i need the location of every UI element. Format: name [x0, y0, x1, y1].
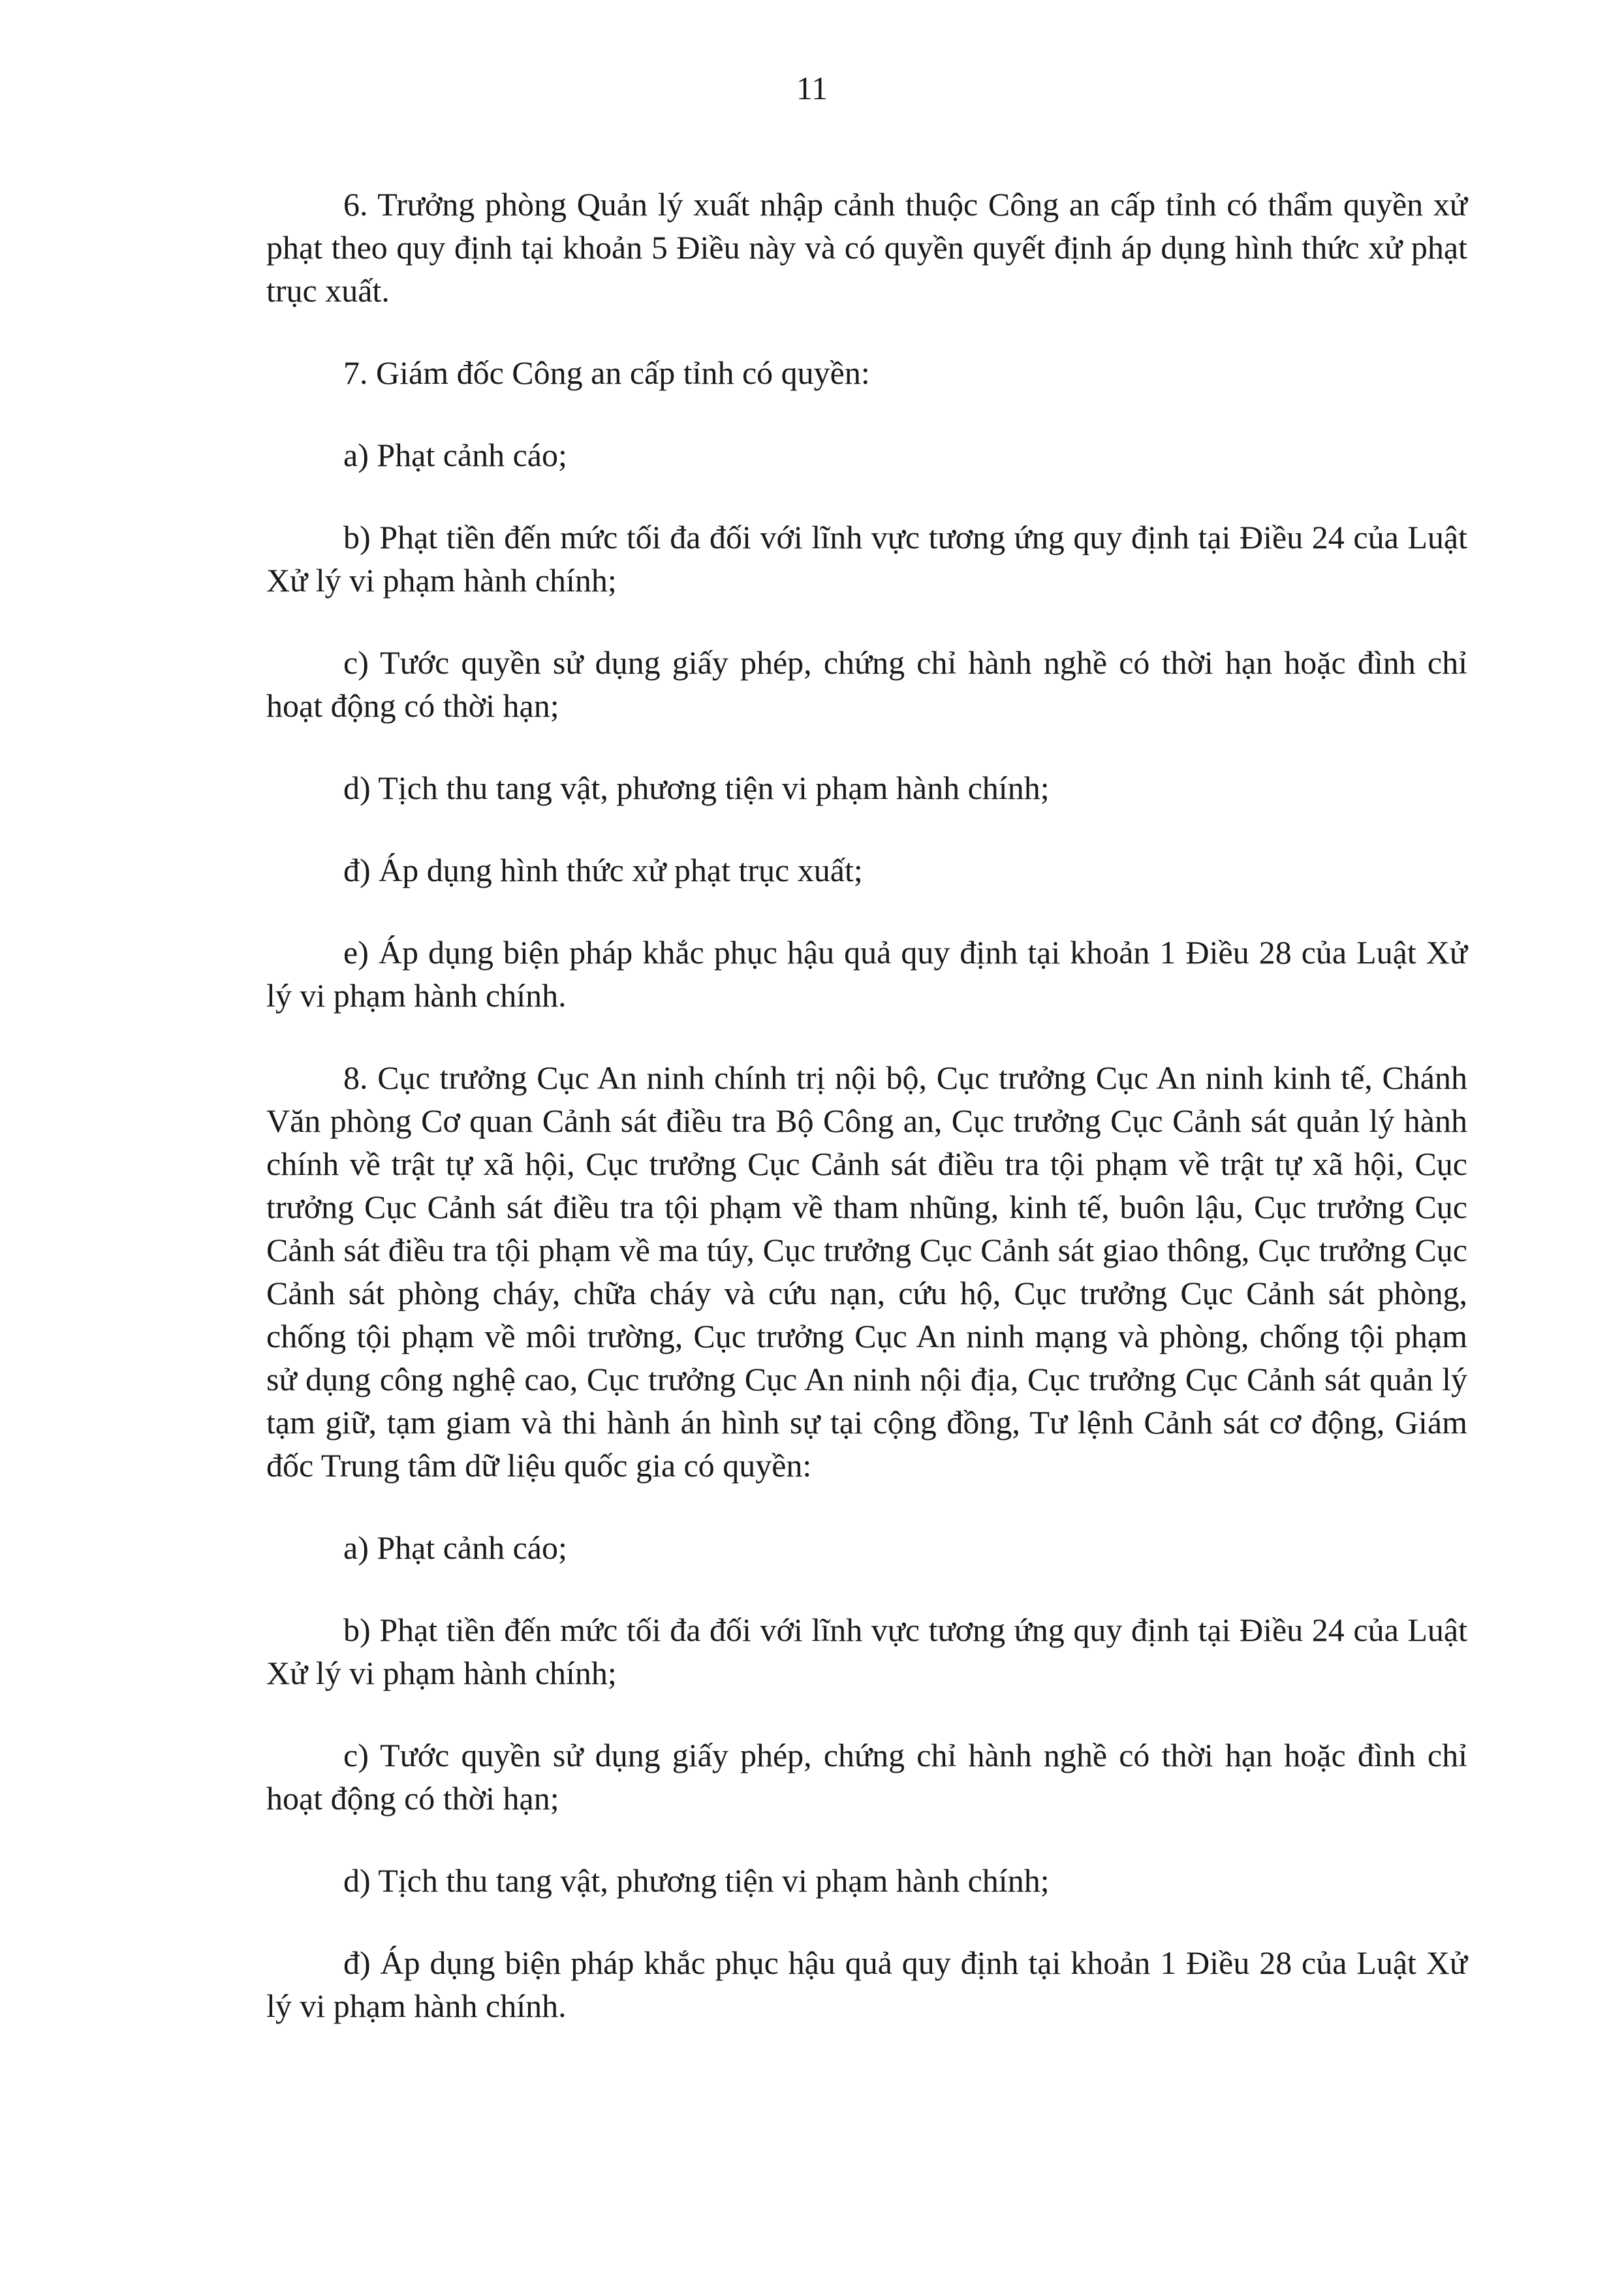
clause-7c-paragraph: c) Tước quyền sử dụng giấy phép, chứng chỉ hành nghề có thời hạn hoặc đình chỉ hoạt động có thời hạn;: [266, 644, 1467, 724]
clause-6-paragraph: 6. Trưởng phòng Quản lý xuất nhập cảnh thuộc Công an cấp tỉnh có thẩm quyền xử phạt theo quy định tại khoản 5 Điều này và có quyền quyết định áp dụng hình thức xử phạt trục xuất.: [266, 186, 1467, 309]
clause-7d-paragraph: d) Tịch thu tang vật, phương tiện vi phạm hành chính;: [343, 770, 1050, 806]
page-number: 11: [796, 70, 828, 106]
clause-8c-paragraph: c) Tước quyền sử dụng giấy phép, chứng chỉ hành nghề có thời hạn hoặc đình chỉ hoạt động có thời hạn;: [266, 1737, 1467, 1817]
clause-8b-paragraph: b) Phạt tiền đến mức tối đa đối với lĩnh vực tương ứng quy định tại Điều 24 của Luật Xử lý vi phạm hành chính;: [266, 1612, 1467, 1691]
clause-8a-paragraph: a) Phạt cảnh cáo;: [343, 1529, 567, 1566]
clause-8dd-paragraph: đ) Áp dụng biện pháp khắc phục hậu quả quy định tại khoản 1 Điều 28 của Luật Xử lý vi phạm hành chính.: [266, 1944, 1467, 2024]
clause-7b-paragraph: b) Phạt tiền đến mức tối đa đối với lĩnh vực tương ứng quy định tại Điều 24 của Luật Xử lý vi phạm hành chính;: [266, 519, 1467, 599]
clause-7dd-paragraph: đ) Áp dụng hình thức xử phạt trục xuất;: [343, 852, 863, 888]
clause-8-paragraph: 8. Cục trưởng Cục An ninh chính trị nội bộ, Cục trưởng Cục An ninh kinh tế, Chánh Văn phòng Cơ quan Cảnh sát điều tra Bộ Công an, Cục trưởng Cục Cảnh sát quản lý hành chính về trật tự xã hội, Cục trưởng Cục Cảnh sát điều tra tội phạm về trật tự xã hội, Cục trưởng Cục Cảnh sát điều tra tội phạm về tham nhũng, kinh tế, buôn lậu, Cục trưởng Cục Cảnh sát điều tra tội phạm về ma túy, Cục trưởng Cục Cảnh sát giao thông, Cục trưởng Cục Cảnh sát phòng cháy, chữa cháy và cứu nạn, cứu hộ, Cục trưởng Cục Cảnh sát phòng, chống tội phạm về môi trường, Cục trưởng Cục An ninh mạng và phòng, chống tội phạm sử dụng công nghệ cao, Cục trưởng Cục An ninh nội địa, Cục trưởng Cục Cảnh sát quản lý tạm giữ, tạm giam và thi hành án hình sự tại cộng đồng, Tư lệnh Cảnh sát cơ động, Giám đốc Trung tâm dữ liệu quốc gia có quyền:: [266, 1059, 1467, 1484]
clause-8d-paragraph: d) Tịch thu tang vật, phương tiện vi phạm hành chính;: [343, 1862, 1050, 1899]
document-body: [266, 183, 1467, 2027]
clause-7a-paragraph: a) Phạt cảnh cáo;: [343, 437, 567, 473]
clause-7e-paragraph: e) Áp dụng biện pháp khắc phục hậu quả quy định tại khoản 1 Điều 28 của Luật Xử lý vi phạm hành chính.: [266, 934, 1467, 1014]
clause-7-paragraph: 7. Giám đốc Công an cấp tỉnh có quyền:: [343, 354, 870, 391]
